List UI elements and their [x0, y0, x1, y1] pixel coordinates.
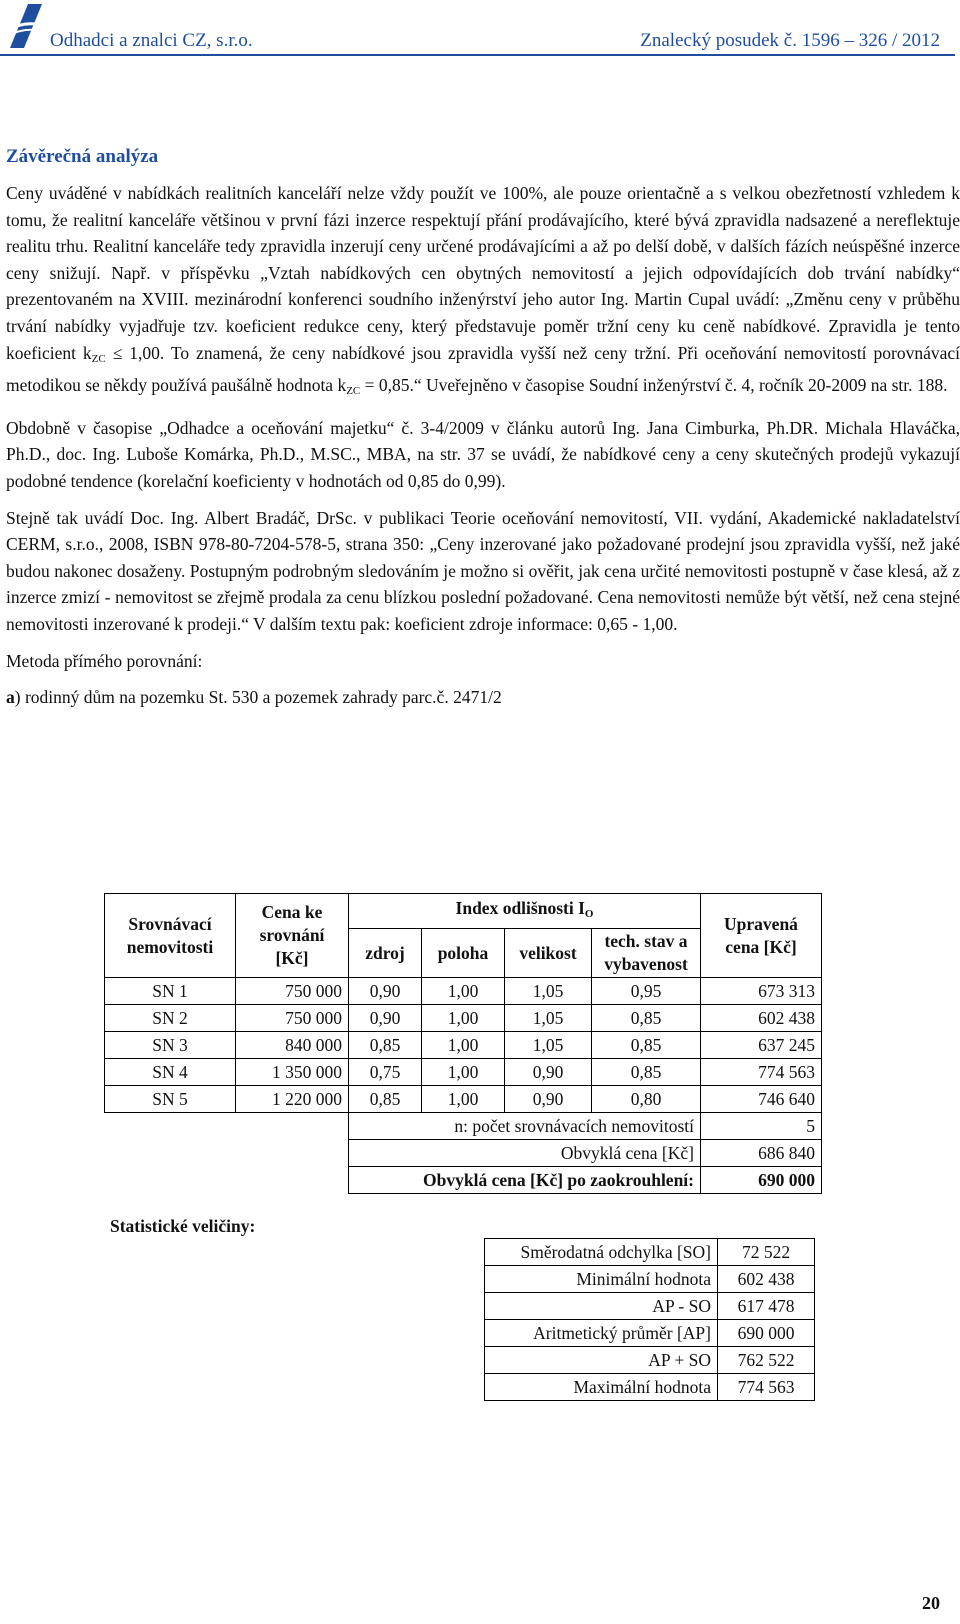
paragraph-1-part-a: Ceny uváděné v nabídkách realitních kanceláří nelze vždy použít ve 100%, ale pouze orientačně a s velkou obezřetností vzhledem k tomu, že realitní kanceláře většinou v první fázi inzerce respektují přání prodávajícího, které bývá zpravidla nadsazené a nereflektuje realitu trhu. Realitní kanceláře tedy zpravidla inzerují ceny určené prodávajícími a až po delší době, v dalších fázích neúspěšné inzerce ceny snižují. Např. v příspěvku „Vztah nabídkových cen obytných nemovitostí a jejich odpovídajících dob trvání nabídky“ prezentovaném na XVIII. mezinárodní konferenci soudního inženýrství jeho autor Ing. Martin Cupal uvádí: „Změnu ceny v průběhu trvání nabídky vyjadřuje tzv. koeficient redukce ceny, který představuje poměr tržní ceny ku ceně nabídkové. Zpravidla je tento koeficient k — [6, 183, 960, 363]
cell-velikost: 1,05 — [505, 1032, 592, 1059]
stat-row — [485, 1374, 815, 1401]
page-header — [0, 0, 960, 60]
cell-velikost: 0,90 — [505, 1086, 592, 1113]
paragraph-3: Stejně tak uvádí Doc. Ing. Albert Bradáč, DrSc. v publikaci Teorie oceňování nemovitostí, VII. vydání, Akademické nakladatelství CERM, s.r.o., 2008, ISBN 978-80-7204-578-5, strana 350: „Ceny inzerované jako požadované prodejní jsou zpravidla vyšší, než jaké budou nakonec dosaženy. Postupným podrobným sledováním je možno si ověřit, jak cena určité nemovitosti postupně v čase klesá, až z inzerce zmizí - nemovitost se zřejmě prodala za cenu blízkou poslední požadované. Cena nemovitosti nemůže být větší, než cena stejné nemovitosti inzerované k prodeji.“ V dalším textu pak: koeficient zdroje informace: 0,65 - 1,00. — [6, 507, 960, 634]
cell-zdroj: 0,75 — [349, 1059, 422, 1086]
subject-letter: a — [6, 687, 15, 708]
summary-rounded-value: 690 000 — [701, 1167, 822, 1194]
cell-zdroj: 0,85 — [349, 1032, 422, 1059]
stat-label: Maximální hodnota — [485, 1374, 718, 1401]
summary-count-value: 5 — [701, 1113, 822, 1140]
cell-name: SN 3 — [105, 1032, 236, 1059]
cell-name: SN 1 — [105, 978, 236, 1005]
cell-upravena: 637 245 — [701, 1032, 822, 1059]
table-row — [105, 1086, 822, 1113]
cell-upravena: 774 563 — [701, 1059, 822, 1086]
table-row — [105, 1059, 822, 1086]
page-number: 20 — [922, 1593, 940, 1613]
stat-row — [485, 1293, 815, 1320]
cell-velikost: 0,90 — [505, 1059, 592, 1086]
cell-name: SN 5 — [105, 1086, 236, 1113]
cell-cena: 750 000 — [236, 978, 349, 1005]
paragraph-subject — [6, 684, 960, 711]
table-header-row — [105, 894, 822, 929]
paragraph-2: Obdobně v časopise „Odhadce a oceňování majetku“ č. 3-4/2009 v článku autorů Ing. Jana Cimburka, Ph.DR. Michala Hlaváčka, Ph.D., doc. Ing. Luboše Komárka, Ph.D., M.SC., MBA, na str. 37 se uvádí, že nabídkové ceny a ceny skutečných prodejů vykazují podobné tendence (korelační koeficienty v hodnotách od 0,85 do 0,99). — [6, 417, 960, 491]
cell-tech: 0,85 — [592, 1059, 701, 1086]
header-zdroj: zdroj — [349, 929, 422, 978]
header-index-label: Index odlišnosti I — [455, 897, 585, 918]
header-tech: tech. stav a vybavenost — [592, 929, 701, 978]
header-poloha: poloha — [422, 929, 505, 978]
header-velikost: velikost — [505, 929, 592, 978]
stat-label: AP - SO — [485, 1293, 718, 1320]
cell-poloha: 1,00 — [422, 1005, 505, 1032]
cell-zdroj: 0,90 — [349, 1005, 422, 1032]
table-row — [105, 978, 822, 1005]
cell-poloha: 1,00 — [422, 978, 505, 1005]
summary-price-value: 686 840 — [701, 1140, 822, 1167]
cell-poloha: 1,00 — [422, 1059, 505, 1086]
header-index — [349, 894, 701, 929]
stat-row — [485, 1266, 815, 1293]
stat-value: 602 438 — [718, 1266, 815, 1293]
cell-zdroj: 0,90 — [349, 978, 422, 1005]
statistics-label: Statistické veličiny: — [110, 1216, 256, 1236]
cell-velikost: 1,05 — [505, 1005, 592, 1032]
cell-cena: 750 000 — [236, 1005, 349, 1032]
statistics-table — [484, 1238, 815, 1401]
paragraph-1-part-c: = 0,85.“ Uveřejněno v časopise Soudní inženýrství č. 4, ročník 20-2009 na str. 188. — [360, 375, 948, 396]
header-srovnavaci: Srovnávací nemovitosti — [105, 894, 236, 978]
cell-tech: 0,85 — [592, 1032, 701, 1059]
paragraph-1 — [6, 180, 960, 405]
header-cena: Cena ke srovnání [Kč] — [236, 894, 349, 978]
stat-label: Minimální hodnota — [485, 1266, 718, 1293]
table-row — [105, 1005, 822, 1032]
cell-tech: 0,80 — [592, 1086, 701, 1113]
header-divider — [0, 54, 955, 56]
header-index-sub: O — [584, 907, 594, 920]
stat-label: AP + SO — [485, 1347, 718, 1374]
summary-row-count — [105, 1113, 822, 1140]
cell-upravena: 602 438 — [701, 1005, 822, 1032]
stat-row — [485, 1320, 815, 1347]
summary-price-label: Obvyklá cena [Kč] — [349, 1140, 701, 1167]
comparison-table — [104, 893, 822, 1194]
cell-tech: 0,95 — [592, 978, 701, 1005]
subscript-zc-2: ZC — [346, 385, 361, 398]
section-title: Závěrečná analýza — [6, 146, 159, 167]
cell-cena: 1 220 000 — [236, 1086, 349, 1113]
paragraph-1-part-b: ≤ 1,00. To znamená, že ceny nabídkové jsou zpravidla vyšší než ceny tržní. Při oceňování nemovitostí porovnávací metodikou se někdy používá paušálně hodnota k — [6, 342, 960, 396]
stat-row — [485, 1239, 815, 1266]
subscript-zc-1: ZC — [91, 352, 106, 365]
table-row — [105, 1032, 822, 1059]
cell-tech: 0,85 — [592, 1005, 701, 1032]
cell-upravena: 746 640 — [701, 1086, 822, 1113]
subject-description: ) rodinný dům na pozemku St. 530 a pozemek zahrady parc.č. 2471/2 — [14, 687, 502, 708]
cell-velikost: 1,05 — [505, 978, 592, 1005]
header-report-number: Znalecký posudek č. 1596 – 326 / 2012 — [640, 30, 940, 51]
summary-row-rounded — [105, 1167, 822, 1194]
cell-poloha: 1,00 — [422, 1032, 505, 1059]
cell-name: SN 2 — [105, 1005, 236, 1032]
stat-value: 774 563 — [718, 1374, 815, 1401]
header-company: Odhadci a znalci CZ, s.r.o. — [50, 30, 253, 51]
stat-value: 690 000 — [718, 1320, 815, 1347]
paragraph-method: Metoda přímého porovnání: — [6, 650, 203, 671]
cell-cena: 1 350 000 — [236, 1059, 349, 1086]
cell-zdroj: 0,85 — [349, 1086, 422, 1113]
stat-label: Směrodatná odchylka [SO] — [485, 1239, 718, 1266]
cell-poloha: 1,00 — [422, 1086, 505, 1113]
stat-value: 762 522 — [718, 1347, 815, 1374]
stat-label: Aritmetický průměr [AP] — [485, 1320, 718, 1347]
stat-value: 72 522 — [718, 1239, 815, 1266]
cell-upravena: 673 313 — [701, 978, 822, 1005]
cell-cena: 840 000 — [236, 1032, 349, 1059]
stat-value: 617 478 — [718, 1293, 815, 1320]
cell-name: SN 4 — [105, 1059, 236, 1086]
stat-row — [485, 1347, 815, 1374]
page-content — [6, 146, 960, 721]
summary-count-label: n: počet srovnávacích nemovitostí — [349, 1113, 701, 1140]
summary-rounded-label: Obvyklá cena [Kč] po zaokrouhlení: — [349, 1167, 701, 1194]
header-upravena: Upravená cena [Kč] — [701, 894, 822, 978]
summary-row-obvykla — [105, 1140, 822, 1167]
company-logo — [6, 0, 46, 52]
